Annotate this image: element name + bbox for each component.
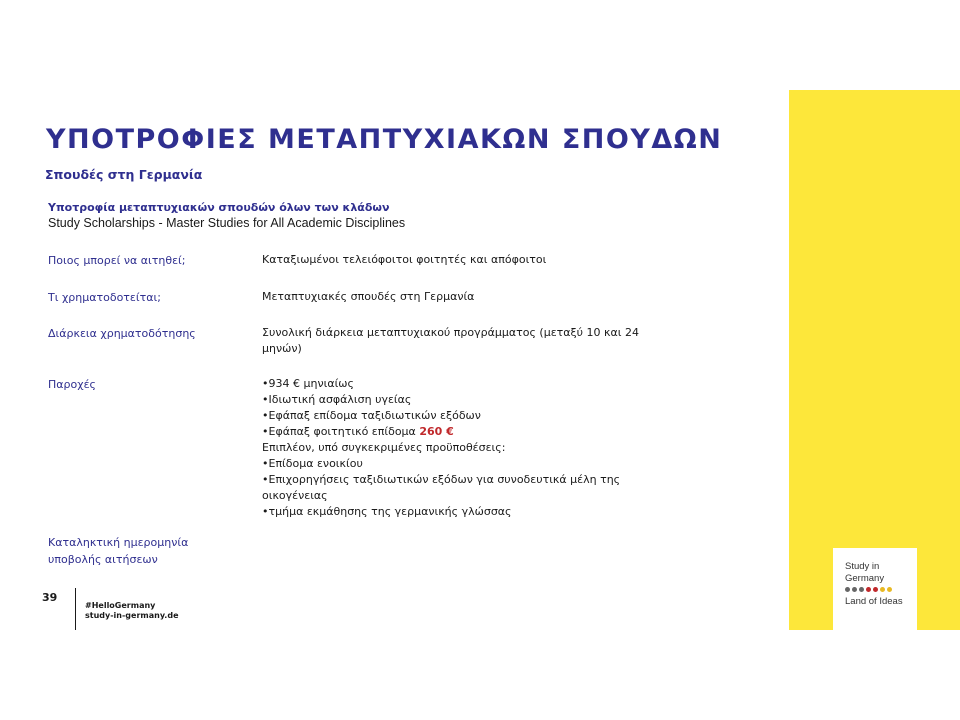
duration-value-line: μηνών): [262, 342, 302, 355]
deadline-label-line: υποβολής αιτήσεων: [48, 553, 158, 566]
logo-dot: [852, 587, 857, 592]
funding-label: Τι χρηματοδοτείται;: [48, 291, 161, 304]
eligibility-value: [262, 252, 722, 268]
duration-label: Διάρκεια χρηματοδότησης: [48, 327, 196, 340]
footer-divider: [75, 588, 76, 630]
deadline-label: [48, 534, 248, 568]
student-allowance-text: •Εφάπαξ φοιτητικό επίδομα: [262, 425, 420, 438]
benefit-item: •Εφάπαξ επίδομα ταξιδιωτικών εξόδων: [262, 409, 481, 422]
benefit-item-student-allowance: [262, 424, 722, 440]
footer-hashtag: #HelloGermany: [85, 601, 156, 610]
logo-dot: [859, 587, 864, 592]
duration-value: [262, 325, 722, 357]
benefits-label: Παροχές: [48, 378, 96, 391]
deadline-label-line: Καταληκτική ημερομηνία: [48, 536, 189, 549]
logo-dot: [873, 587, 878, 592]
student-allowance-amount: 260 €: [419, 425, 454, 438]
scholarship-title-greek: Υποτροφία μεταπτυχιακών σπουδών όλων των κλάδων: [48, 201, 390, 214]
benefit-item: •Επιχορηγήσεις ταξιδιωτικών εξόδων για συνοδευτικά μέλη της: [262, 473, 621, 486]
study-in-germany-logo: [833, 548, 917, 630]
logo-line-1: Study in: [845, 561, 880, 572]
logo-line-3: Land of Ideas: [845, 596, 903, 607]
benefit-item: •934 € μηνιαίως: [262, 377, 354, 390]
funding-value: [262, 289, 722, 305]
page-number: 39: [42, 591, 58, 604]
logo-dot: [845, 587, 850, 592]
funding-value-line: Μεταπτυχιακές σπουδές στη Γερμανία: [262, 290, 475, 303]
benefit-item: οικογένειας: [262, 489, 328, 502]
logo-dot: [880, 587, 885, 592]
benefit-item: Επιπλέον, υπό συγκεκριμένες προϋποθέσεις:: [262, 441, 506, 454]
benefits-value: [262, 376, 722, 520]
logo-dot: [866, 587, 871, 592]
logo-dot: [887, 587, 892, 592]
logo-line-2: Germany: [845, 573, 885, 584]
slide-title: ΥΠΟΤΡΟΦΙΕΣ ΜΕΤΑΠΤΥΧΙΑΚΩΝ ΣΠΟΥΔΩΝ: [46, 124, 723, 155]
eligibility-value-line: Καταξιωμένοι τελειόφοιτοι φοιτητές και απόφοιτοι: [262, 253, 547, 266]
scholarship-title-english: Study Scholarships - Master Studies for All Academic Disciplines: [48, 216, 406, 230]
footer-website: study-in-germany.de: [85, 611, 179, 620]
eligibility-label: Ποιος μπορεί να αιτηθεί;: [48, 254, 186, 267]
benefit-item: •Επίδομα ενοικίου: [262, 457, 363, 470]
benefit-item: •τμήμα εκμάθησης της γερμανικής γλώσσας: [262, 505, 512, 518]
duration-value-line: Συνολική διάρκεια μεταπτυχιακού προγράμματος (μεταξύ 10 και 24: [262, 326, 639, 339]
benefit-item: •Ιδιωτική ασφάλιση υγείας: [262, 393, 412, 406]
slide-subtitle: Σπουδές στη Γερμανία: [45, 167, 203, 182]
